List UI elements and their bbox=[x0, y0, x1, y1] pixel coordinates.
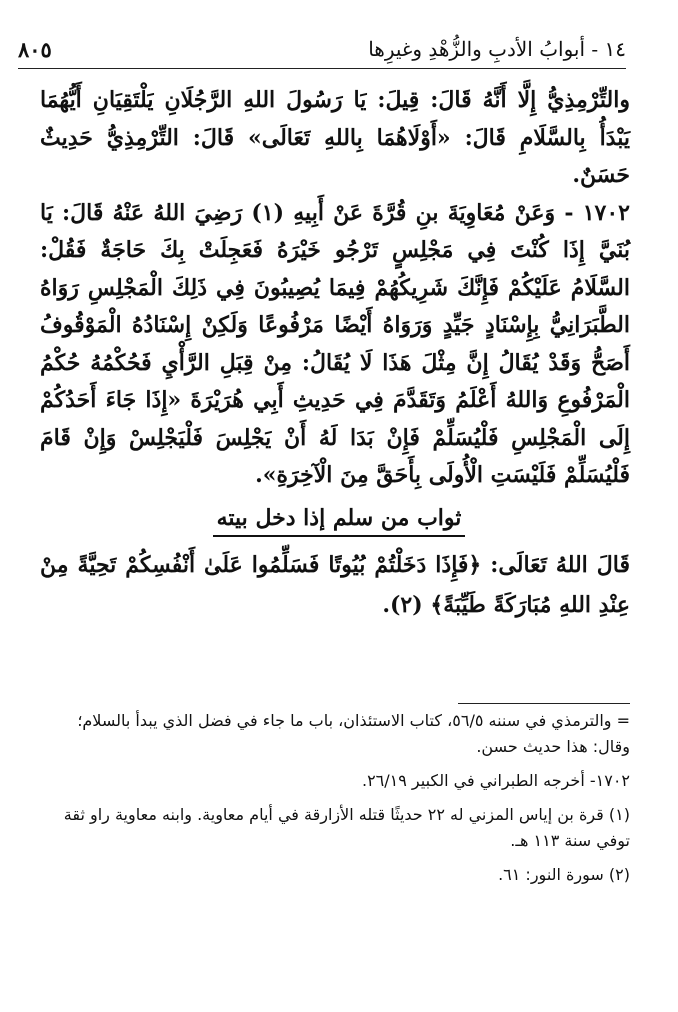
section-heading bbox=[0, 505, 678, 537]
footnotes bbox=[40, 708, 630, 896]
footnote-rule bbox=[458, 703, 630, 704]
page-number: ٨٠٥ bbox=[18, 36, 52, 62]
section-title: ثواب من سلم إذا دخل بيته bbox=[213, 505, 466, 537]
footnote-2: (٢) سورة النور: ٦١. bbox=[498, 865, 630, 884]
section-text: قَالَ اللهُ تَعَالَى: ﴿فَإِذَا دَخَلْتُمْ بُيُوتًا فَسَلِّمُوا عَلَىٰ أَنْفُسِكُمْ تَحِيَّةً مِنْ عِنْدِ اللهِ مُبَارَكَةً طَيِّبَةً﴾ (٢). bbox=[40, 552, 630, 618]
footnote-continuation: = والترمذي في سننه ٥٦/٥، كتاب الاستئذان، باب ما جاء في فضل الذي يبدأ بالسلام؛ وقال: هذا حديث حسن. bbox=[77, 711, 630, 756]
chapter-title: ١٤ - أبوابُ الأدبِ والزُّهْدِ وغيرِها bbox=[368, 37, 626, 61]
paragraph-1: والتِّرْمِذِيُّ إِلَّا أَنَّهُ قَالَ: قِيلَ: يَا رَسُولَ اللهِ الرَّجُلَانِ يَلْتَقِيَانِ أَيُّهُمَا يَبْدَأُ بِالسَّلَامِ قَالَ: «أَوْلَاهُمَا بِاللهِ تَعَالَى» قَالَ: التِّرْمِذِيُّ حَدِيثٌ حَسَنٌ. bbox=[40, 87, 630, 188]
section-text-block bbox=[40, 545, 630, 625]
paragraph-2 bbox=[40, 195, 630, 495]
hadith-text: - وَعَنْ مُعَاوِيَةَ بنِ قُرَّةَ عَنْ أَبِيهِ (١) رَضِيَ اللهُ عَنْهُ قَالَ: يَا بُنَيَّ إِذَا كُنْتَ فِي مَجْلِسٍ تَرْجُو خَيْرَهُ فَعَجِلَتْ بِكَ حَاجَةٌ فَقُلْ: السَّلَامُ عَلَيْكُمْ فَإِنَّكَ شَرِيكُهُمْ فِيمَا يُصِيبُونَ فِي ذَلِكَ الْمَجْلِسِ رَوَاهُ الطَّبَرَانِيُّ بِإِسْنَادٍ جَيِّدٍ وَرَوَاهُ أَيْضًا مَرْفُوعًا وَلَكِنْ إِسْنَادُهُ الْمَوْقُوفُ أَصَحُّ وَقَدْ يُقَالُ إِنَّ مِثْلَ هَذَا لَا يُقَالُ: مِنْ قِبَلِ الرَّأْيِ فَحُكْمُهُ حُكْمُ الْمَرْفُوعِ وَاللهُ أَعْلَمُ وَتَقَدَّمَ فِي حَدِيثِ أَبِي هُرَيْرَةَ «إِذَا جَاءَ أَحَدُكُمْ إِلَى الْمَجْلِسِ فَلْيُسَلِّمْ فَإِنْ بَدَا لَهُ أَنْ يَجْلِسَ فَلْيَجْلِسْ وَإِنْ قَامَ فَلْيُسَلِّمْ فَلَيْسَتِ الْأُولَى بِأَحَقَّ مِنَ الْآخِرَةِ». bbox=[40, 199, 630, 488]
running-header bbox=[18, 34, 626, 64]
hadith-number: ١٧٠٢ bbox=[582, 199, 630, 226]
header-rule bbox=[18, 68, 626, 69]
footnote-1: (١) قرة بن إياس المزني له ٢٢ حديثًا قتله الأزارقة في أيام معاوية. وابنه معاوية راو ثقة توفي سنة ١١٣ هـ. bbox=[63, 805, 630, 850]
footnote-hadith-1702: ١٧٠٢- أخرجه الطبراني في الكبير ٢٦/١٩. bbox=[361, 771, 630, 790]
main-text bbox=[40, 82, 630, 495]
